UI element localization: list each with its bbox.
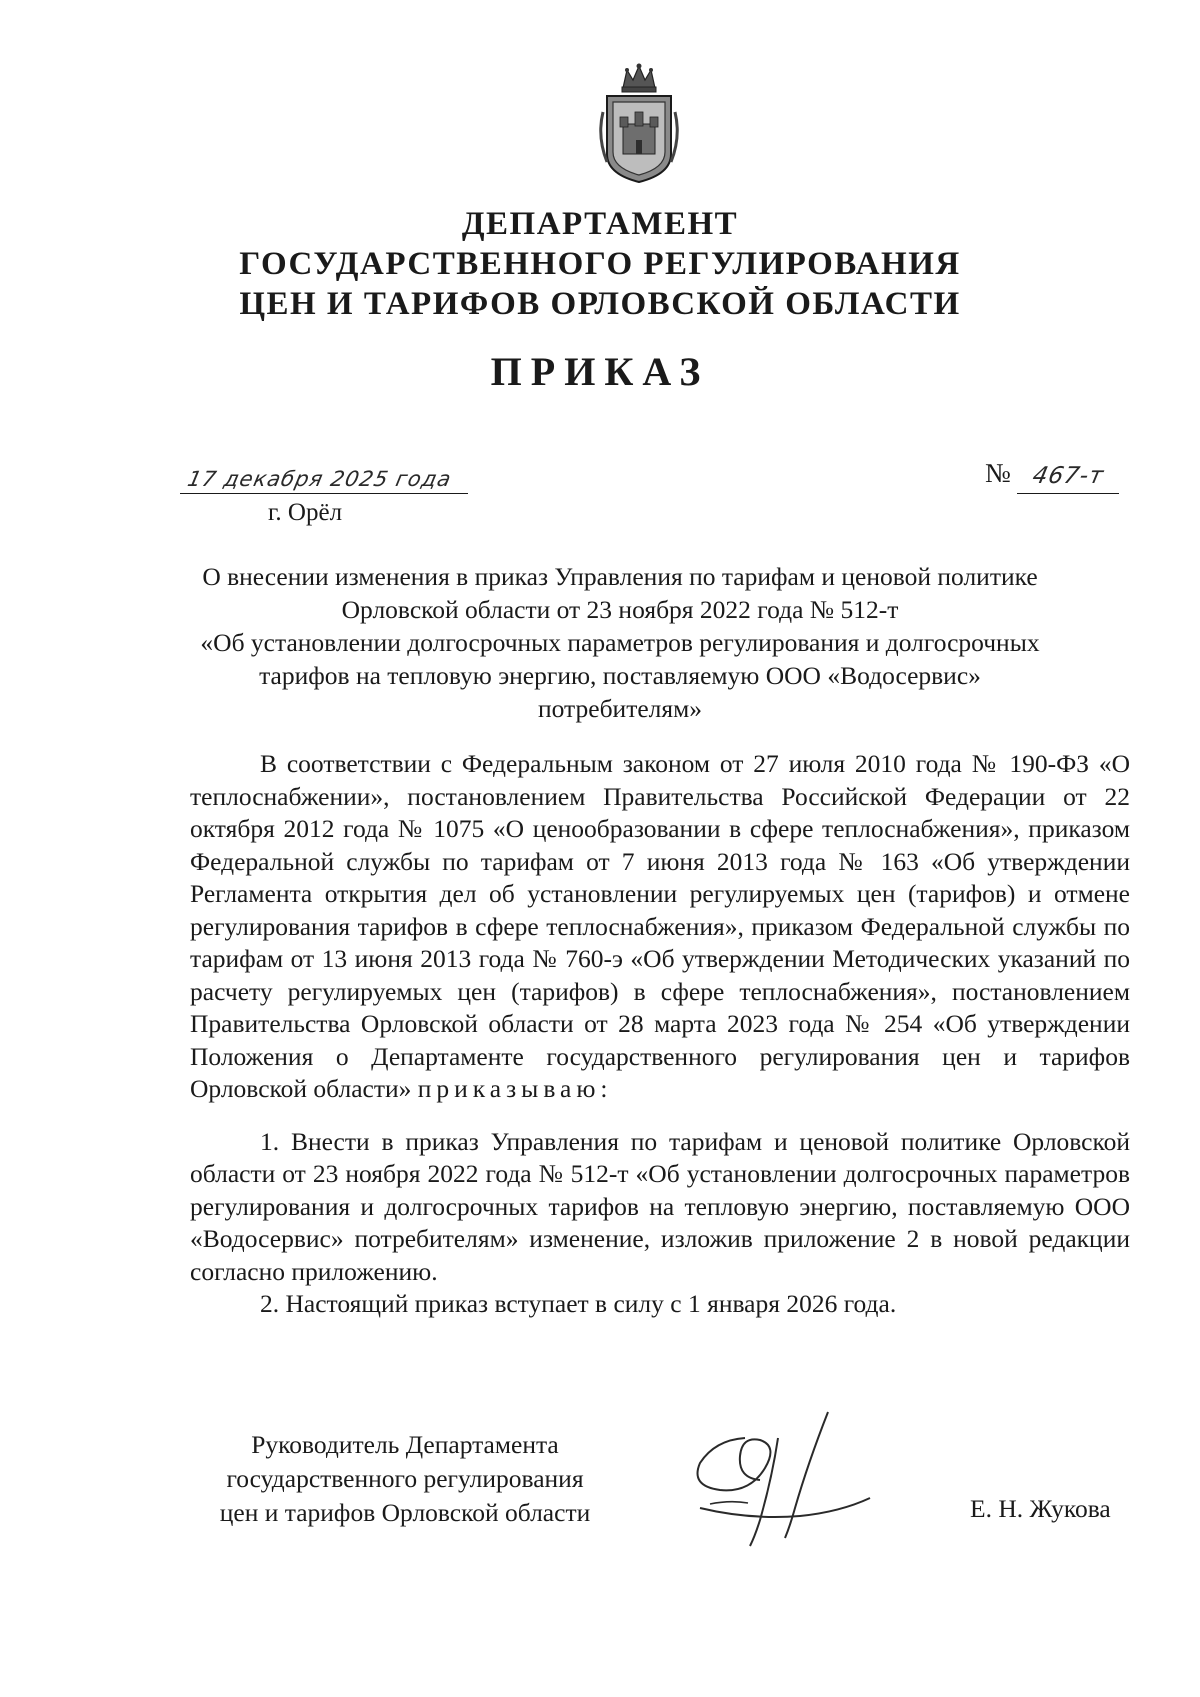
signatory-title-line-1: Руководитель Департамента bbox=[251, 1430, 559, 1459]
date-field bbox=[180, 455, 468, 494]
signer-name: Е. Н. Жукова bbox=[970, 1494, 1111, 1523]
number-field bbox=[1017, 455, 1119, 494]
signatory-title-line-3: цен и тарифов Орловской области bbox=[219, 1498, 591, 1527]
signatory-title bbox=[205, 1428, 605, 1530]
order-word: приказываю: bbox=[417, 1074, 613, 1103]
department-line-2: ГОСУДАРСТВЕННОГО РЕГУЛИРОВАНИЯ bbox=[239, 246, 961, 282]
preamble-paragraph bbox=[190, 748, 1130, 1106]
order-subject bbox=[160, 560, 1080, 725]
department-line-1: ДЕПАРТАМЕНТ bbox=[461, 206, 739, 242]
subject-line-1: О внесении изменения в приказ Управления по тарифам и ценовой политике bbox=[202, 562, 1038, 591]
handwritten-date: 17 декабря 2025 года bbox=[185, 467, 454, 491]
subject-line-5: потребителям» bbox=[537, 694, 702, 723]
document-type-title: ПРИКАЗ bbox=[490, 349, 710, 394]
preamble-text: В соответствии с Федеральным законом от 27 июля 2010 года № 190-ФЗ «О теплоснабжении», постановлением Правительства Российской Федерации от 22 октября 2012 года № 1075 «О ценообразовании в сфере теплоснабжения», приказом Федеральной службы по тарифам от 7 июня 2013 года № 163 «Об утверждении Регламента открытия дел об установлении регулируемых цен (тарифов) и отмене регулирования тарифов в сфере теплоснабжения», приказом Федеральной службы по тарифам от 13 июня 2013 года № 760-э «Об утверждении Методических указаний по расчету регулируемых цен (тарифов) в сфере теплоснабжения», постановлением Правительства Орловской области от 28 марта 2023 года № 254 «Об утверждении Положения о Департаменте государственного регулирования цен и тарифов Орловской области» bbox=[190, 749, 1130, 1103]
subject-line-3: «Об установлении долгосрочных параметров регулирования и долгосрочных bbox=[200, 628, 1040, 657]
signatory-title-line-2: государственного регулирования bbox=[226, 1464, 584, 1493]
subject-line-4: тарифов на тепловую энергию, поставляемую ООО «Водосервис» bbox=[259, 661, 981, 690]
department-line-3: ЦЕН И ТАРИФОВ ОРЛОВСКОЙ ОБЛАСТИ bbox=[239, 286, 961, 322]
order-item-1: 1. Внести в приказ Управления по тарифам и ценовой политике Орловской области от 23 ноября 2022 года № 512-т «Об установлении долгосрочных параметров регулирования и долгосрочных тарифов на тепловую энергию, поставляемую ООО «Водосервис» потребителям» изменение, изложив приложение 2 в новой редакции согласно приложению. bbox=[190, 1126, 1130, 1286]
number-label: № bbox=[985, 458, 1011, 488]
order-item-2: 2. Настоящий приказ вступает в силу с 1 января 2026 года. bbox=[260, 1289, 897, 1318]
coat-of-arms-emblem bbox=[593, 62, 685, 184]
order-body bbox=[190, 748, 1130, 1321]
handwritten-signature bbox=[690, 1408, 900, 1558]
city-name: г. Орёл bbox=[268, 499, 343, 526]
subject-line-2: Орловской области от 23 ноября 2022 года № 512-т bbox=[341, 595, 899, 624]
handwritten-number: 467-т bbox=[1030, 463, 1107, 489]
department-header bbox=[150, 204, 1050, 324]
